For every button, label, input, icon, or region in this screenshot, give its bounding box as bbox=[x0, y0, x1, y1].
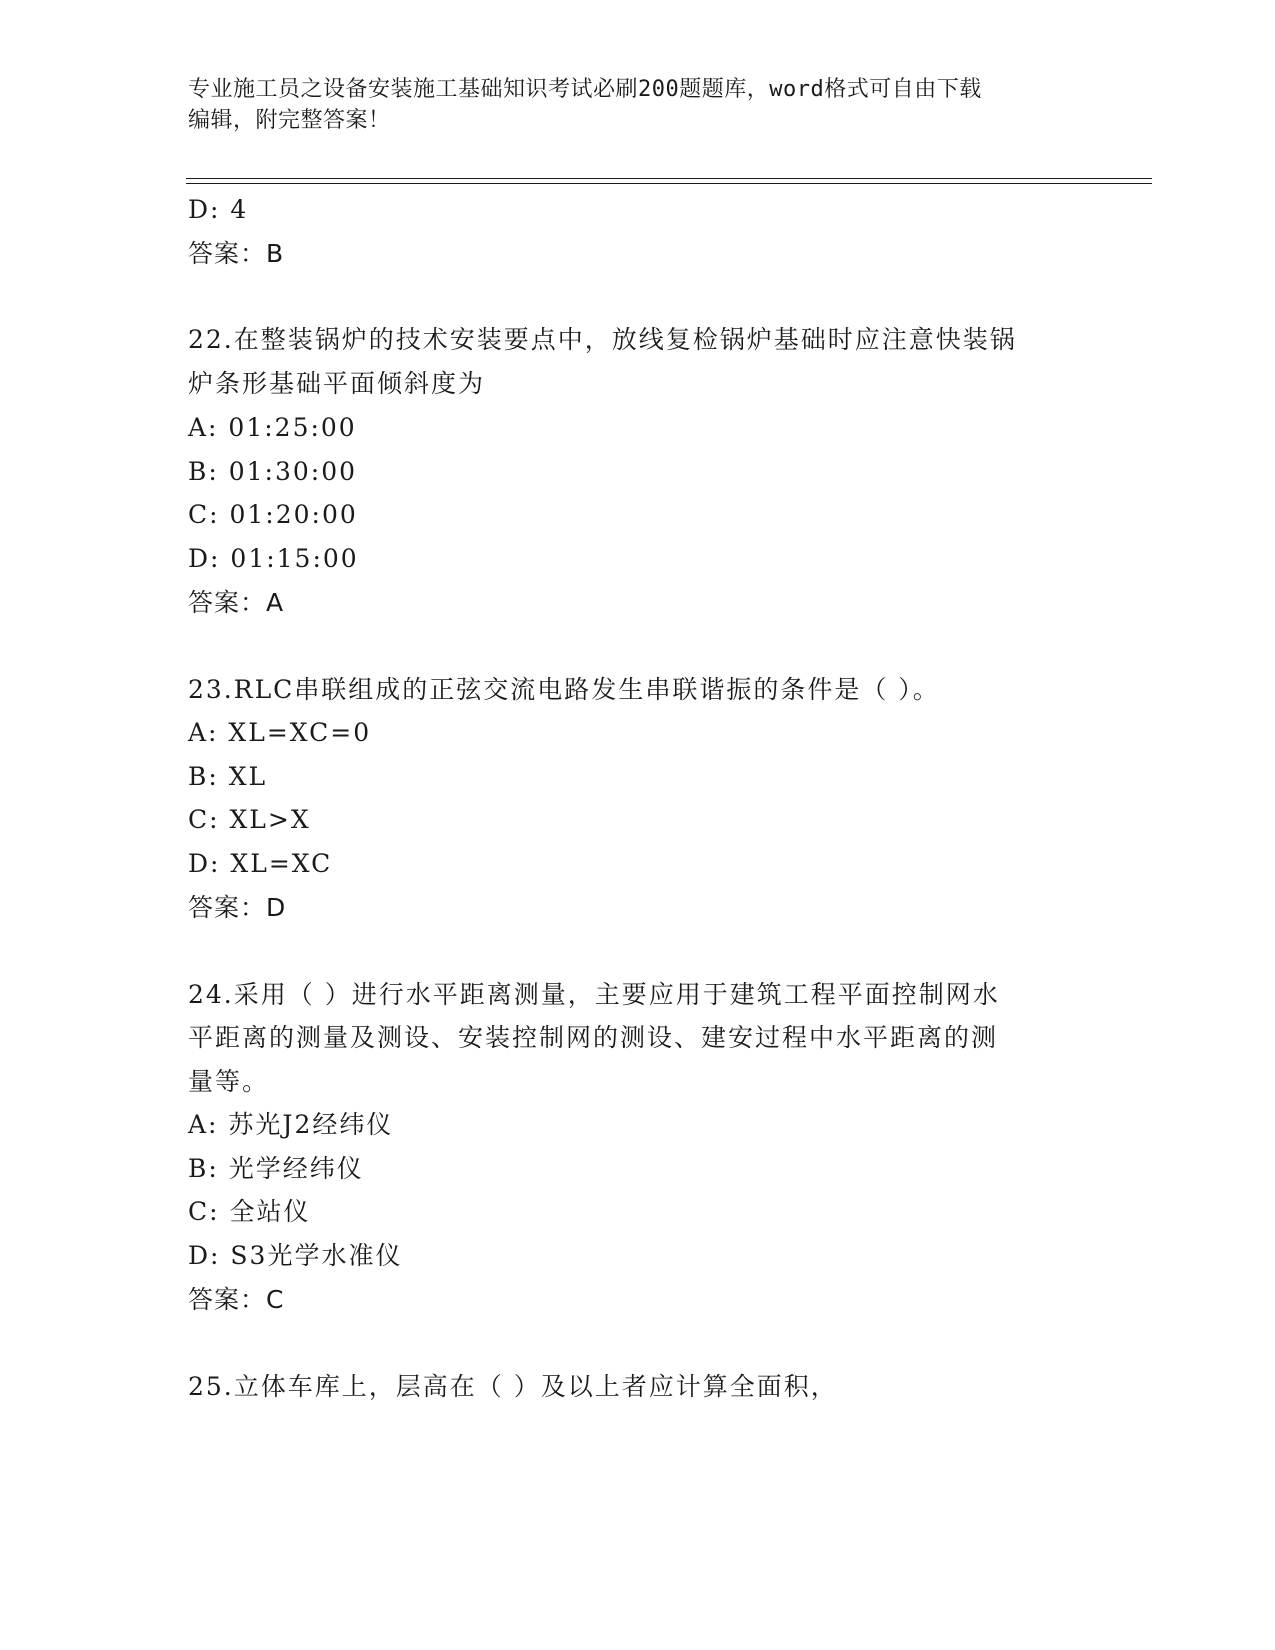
q24-stem-line-1: 24.采用（ ）进行水平距离测量，主要应用于建筑工程平面控制网水 bbox=[188, 980, 1000, 1009]
q23-option-d: D: XL=XC bbox=[188, 849, 333, 878]
q22-option-c: C: 01:20:00 bbox=[188, 500, 358, 529]
q22-option-a: A: 01:25:00 bbox=[188, 413, 357, 442]
q22-option-b: B: 01:30:00 bbox=[188, 457, 358, 486]
q24-option-d: D: S3光学水准仪 bbox=[188, 1241, 403, 1270]
q23-answer: 答案：D bbox=[188, 893, 287, 922]
q22-stem-line-2: 炉条形基础平面倾斜度为 bbox=[188, 369, 486, 398]
q23-stem-line-1: 23.RLC串联组成的正弦交流电路发生串联谐振的条件是（ ）。 bbox=[188, 675, 940, 704]
q22-answer: 答案：A bbox=[188, 588, 285, 617]
header-divider-top bbox=[186, 178, 1152, 179]
header-divider-bottom bbox=[186, 183, 1152, 184]
q25-stem-line-1: 25.立体车库上，层高在（ ）及以上者应计算全面积， bbox=[188, 1372, 838, 1401]
q22-stem-line-1: 22.在整装锅炉的技术安装要点中，放线复检锅炉基础时应注意快装锅 bbox=[188, 325, 1017, 354]
q24-answer: 答案：C bbox=[188, 1285, 285, 1314]
q22-option-d: D: 01:15:00 bbox=[188, 544, 359, 573]
prev-answer: 答案：B bbox=[188, 239, 285, 268]
q24-stem-line-2: 平距离的测量及测设、安装控制网的测设、建安过程中水平距离的测 bbox=[188, 1023, 999, 1052]
q24-option-c: C: 全站仪 bbox=[188, 1197, 311, 1226]
q24-stem-line-3: 量等。 bbox=[188, 1067, 270, 1096]
document-header bbox=[188, 74, 1088, 136]
q23-option-a: A: XL=XC=0 bbox=[188, 718, 372, 747]
header-line-1: 专业施工员之设备安装施工基础知识考试必刷200题题库，word格式可自由下载 bbox=[188, 77, 982, 102]
q23-option-b: B: XL bbox=[188, 762, 268, 791]
q23-option-c: C: XL>X bbox=[188, 805, 311, 834]
q24-option-a: A: 苏光J2经纬仪 bbox=[188, 1110, 394, 1139]
q24-option-b: B: 光学经纬仪 bbox=[188, 1154, 364, 1183]
header-line-2: 编辑，附完整答案！ bbox=[188, 108, 391, 133]
prev-option-d: D: 4 bbox=[188, 195, 249, 224]
